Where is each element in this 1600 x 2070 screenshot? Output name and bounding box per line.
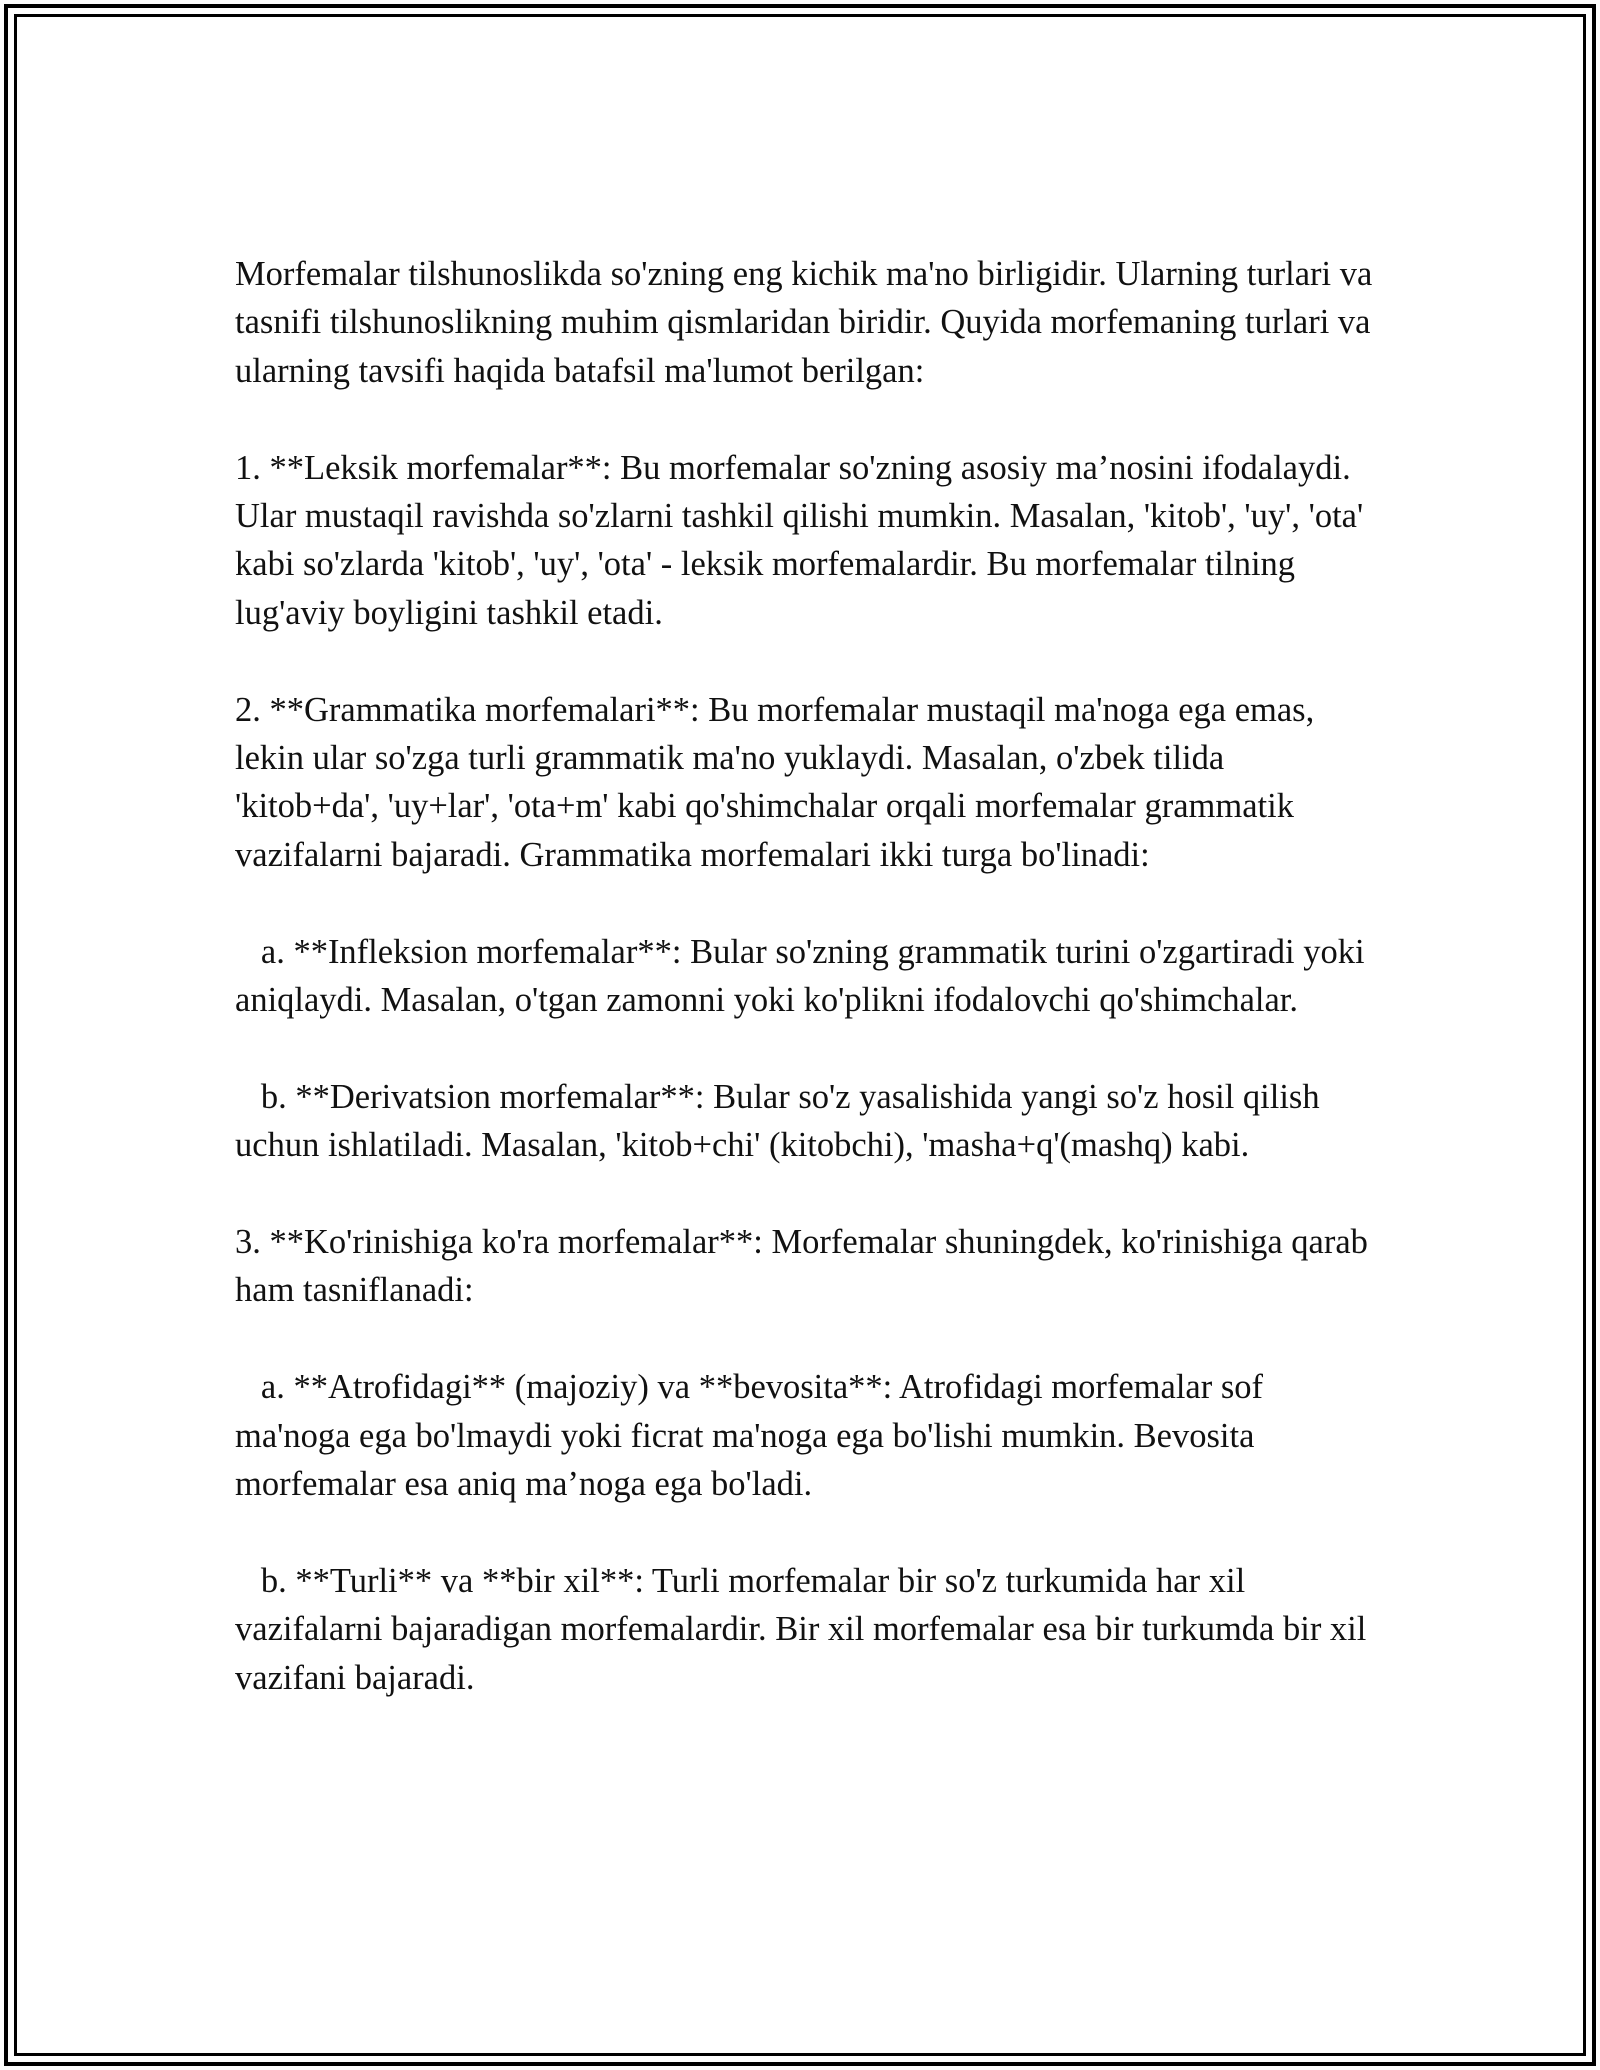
lexical-morphemes-paragraph: 1. **Leksik morfemalar**: Bu morfemalar so'zning asosiy ma’nosini ifodalaydi. Ular mustaqil ravishda so'zlarni tashkil qilishi mumkin. Masalan, 'kitob', 'uy', 'ota' kabi so'zlarda 'kitob', 'uy', 'ota' - leksik morfemalardir. Bu morfemalar tilning lug'aviy boyligini tashkil etadi.: [235, 448, 1372, 632]
varied-uniform-paragraph: b. **Turli** va **bir xil**: Turli morfemalar bir so'z turkumida har xil vazifalarni bajaradigan morfemalardir. Bir xil morfemalar esa bir turkumda bir xil vazifani bajaradi.: [235, 1561, 1375, 1697]
grammatical-morphemes-paragraph: 2. **Grammatika morfemalari**: Bu morfemalar mustaqil ma'noga ega emas, lekin ular so'zga turli grammatik ma'no yuklaydi. Masalan, o'zbek tilida 'kitob+da', 'uy+lar', 'ota+m' kabi qo'shimchalar orqali morfemalar grammatik vazifalarni bajaradi. Grammatika morfemalari ikki turga bo'linadi:: [235, 690, 1323, 874]
document-body: [235, 250, 1381, 1702]
appearance-morphemes-paragraph: 3. **Ko'rinishiga ko'ra morfemalar**: Morfemalar shuningdek, ko'rinishiga qarab ham tasniflanadi:: [235, 1223, 1377, 1310]
inflectional-morphemes-paragraph: a. **Infleksion morfemalar**: Bular so'zning grammatik turini o'zgartiradi yoki aniqlaydi. Masalan, o'tgan zamonni yoki ko'plikni ifodalovchi qo'shimchalar.: [235, 932, 1374, 1020]
derivational-morphemes-paragraph: b. **Derivatsion morfemalar**: Bular so'z yasalishida yangi so'z hosil qilish uchun ishlatiladi. Masalan, 'kitob+chi' (kitobchi), 'masha+q'(mashq) kabi.: [235, 1077, 1329, 1165]
figurative-direct-paragraph: a. **Atrofidagi** (majoziy) va **bevosita**: Atrofidagi morfemalar sof ma'noga ega bo'lmaydi yoki ficrat ma'noga ega bo'lishi mumkin. Bevosita morfemalar esa aniq ma’noga ega bo'ladi.: [235, 1368, 1272, 1504]
intro-paragraph: Morfemalar tilshunoslikda so'zning eng kichik ma'no birligidir. Ularning turlari va tasnifi tilshunoslikning muhim qismlaridan biridir. Quyida morfemaning turlari va ularning tavsifi haqida batafsil ma'lumot berilgan:: [235, 255, 1381, 390]
